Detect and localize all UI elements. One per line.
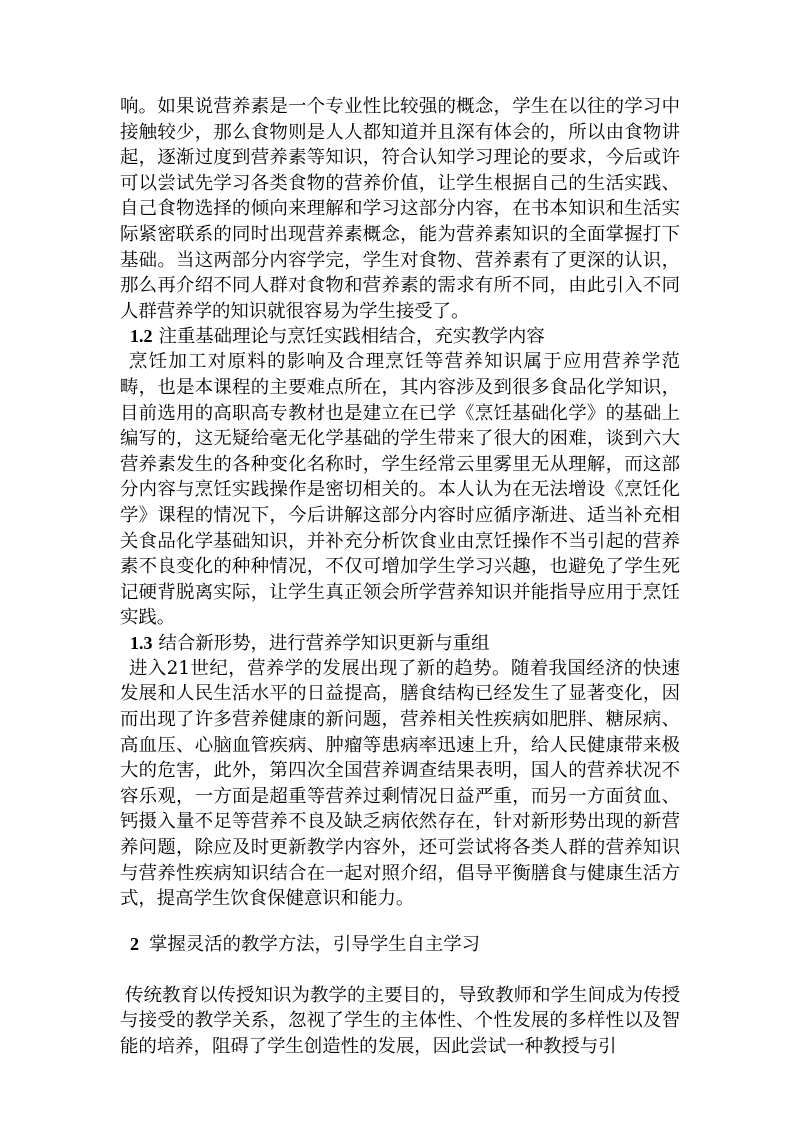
paragraph-new-trends: 进入21世纪，营养学的发展出现了新的趋势。随着我国经济的快速发展和人民生活水平的日益提高，膳食结构已经发生了显著变化，因而出现了许多营养健康的新问题，营养相关性疾病如肥胖、糖尿病、高血压、心脑血管疾病、肿瘤等患病率迅速上升，给人民健康带来极大的危害，此外，第四次全国营养调查结果表明，国人的营养状况不容乐观，一方面是超重等营养过剩情况日益严重，而另一方面贫血、钙摄入量不足等营养不良及缺乏病依然存在，针对新形势出现的新营养问题，除应及时更新教学内容外，还可尝试将各类人群的营养知识与营养性疾病知识结合在一起对照介绍，倡导平衡膳食与健康生活方式，提高学生饮食保健意识和能力。 (120, 657, 680, 910)
section-heading-2-number: 2 (130, 933, 139, 954)
subheading-1-3 (120, 631, 680, 656)
section-spacer-bottom (120, 957, 680, 983)
subheading-1-2-title: 注重基础理论与烹饪实践相结合，充实教学内容 (158, 326, 545, 348)
paragraph-food-nutrients: 响。如果说营养素是一个专业性比较强的概念，学生在以往的学习中接触较少，那么食物则是人人都知道并且深有体会的，所以由食物讲起，逐渐过度到营养素等知识，符合认知学习理论的要求，今后或许可以尝试先学习各类食物的营养价值，让学生根据自己的生活实践、自己食物选择的倾向来理解和学习这部分内容，在书本知识和生活实际紧密联系的同时出现营养素概念，能为营养素知识的全面掌握打下基础。当这两部分内容学完，学生对食物、营养素有了更深的认识，那么再介绍不同人群对食物和营养素的需求有所不同，由此引入不同人群营养学的知识就很容易为学生接受了。 (120, 96, 680, 322)
subheading-1-3-title: 结合新形势，进行营养学知识更新与重组 (158, 632, 490, 654)
subheading-1-3-number: 1.3 (130, 632, 153, 653)
paragraph-teaching-methods: 传统教育以传授知识为教学的主要目的，导致教师和学生间成为传授与接受的教学关系，忽视了学生的主体性、个性发展的多样性以及智能的培养，阻碍了学生创造性的发展，因此尝试一种教授与引 (120, 984, 680, 1057)
section-spacer-top (120, 912, 680, 932)
subheading-1-2 (120, 324, 680, 349)
paragraph-cooking-practice: 烹饪加工对原料的影响及合理烹饪等营养知识属于应用营养学范畴，也是本课程的主要难点所在，其内容涉及到很多食品化学知识，目前选用的高职高专教材也是建立在已学《烹饪基础化学》的基础上编写的，这无疑给毫无化学基础的学生带来了很大的困难，谈到六大营养素发生的各种变化名称时，学生经常云里雾里无从理解，而这部分内容与烹饪实践操作是密切相关的。本人认为在无法增设《烹饪化学》课程的情况下，今后讲解这部分内容时应循序渐进、适当补充相关食品化学基础知识，并补充分析饮食业由烹饪操作不当引起的营养素不良变化的种种情况，不仅可增加学生学习兴趣，也避免了学生死记硬背脱离实际，让学生真正领会所学营养知识并能指导应用于烹饪实践。 (120, 351, 680, 629)
section-heading-2-title: 掌握灵活的教学方法，引导学生自主学习 (149, 933, 481, 955)
section-heading-2 (120, 932, 680, 957)
document-body (120, 94, 680, 1060)
subheading-1-2-number: 1.2 (130, 326, 153, 347)
